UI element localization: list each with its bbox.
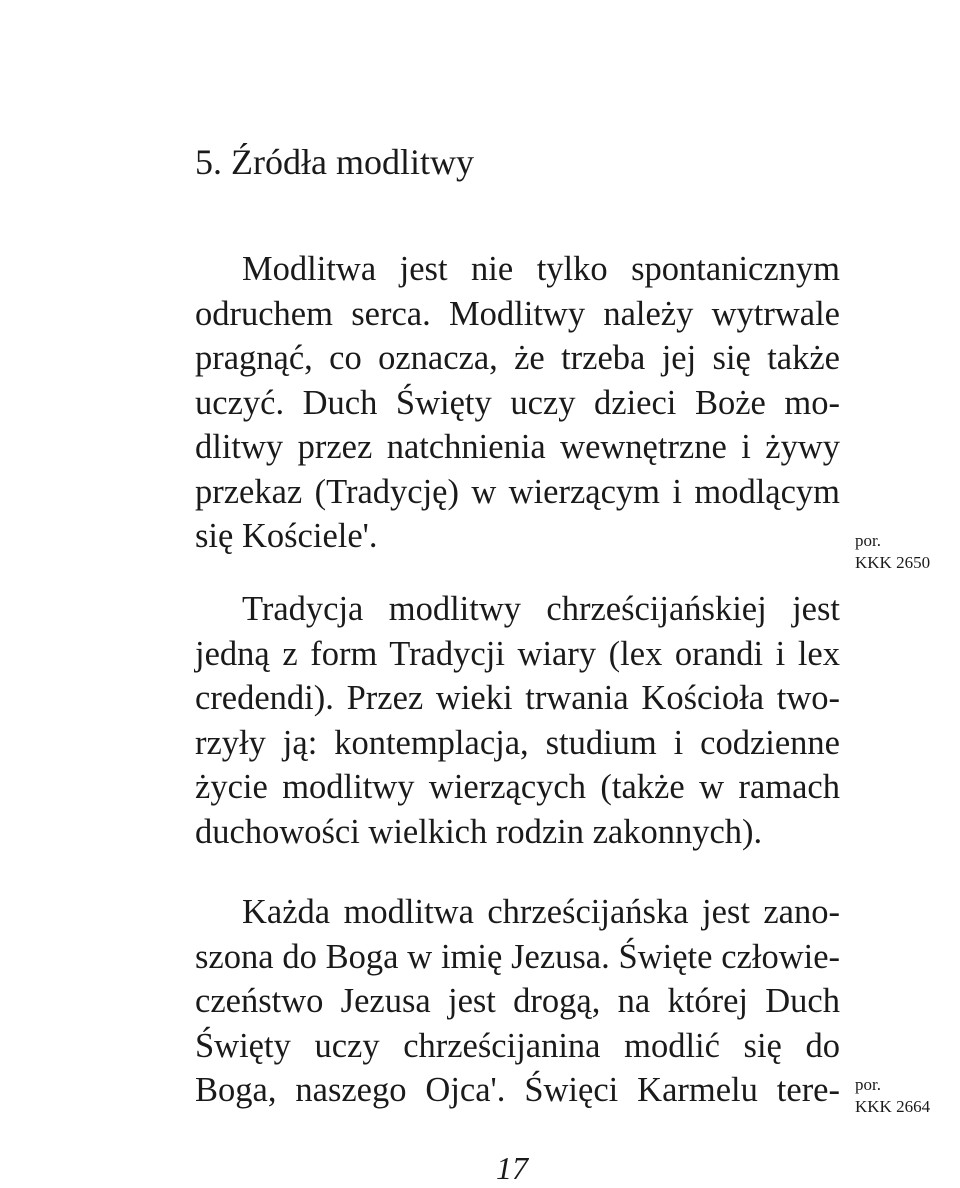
margin-reference-prefix: por. bbox=[855, 1075, 881, 1094]
paragraph-line: jedną z form Tradycji wiary (lex orandi i lex bbox=[195, 634, 840, 673]
paragraph-line: odruchem serca. Modlitwy należy wytrwale bbox=[195, 294, 840, 333]
paragraph-line: credendi). Przez wieki trwania Kościoła two- bbox=[195, 679, 840, 717]
paragraph-3 bbox=[195, 890, 840, 1113]
paragraph-line: Każda modlitwa chrześcijańska jest zano- bbox=[242, 893, 840, 931]
paragraph-line: czeństwo Jezusa jest drogą, na której Duch bbox=[195, 982, 840, 1020]
paragraph-line: dlitwy przez natchnienia wewnętrzne i żywy bbox=[195, 428, 840, 466]
paragraph-line: Tradycja modlitwy chrześcijańskiej jest bbox=[242, 590, 840, 628]
margin-reference-kkk-2664 bbox=[855, 1074, 930, 1118]
margin-reference-prefix: por. bbox=[855, 531, 881, 550]
paragraph-2 bbox=[195, 587, 840, 854]
paragraph-line: Boga, naszego Ojca'. Święci Karmelu tere- bbox=[195, 1071, 840, 1109]
margin-reference-code: KKK 2664 bbox=[855, 1097, 931, 1116]
paragraph-line: rzyły ją: kontemplacja, studium i codzienne bbox=[195, 723, 840, 762]
margin-reference-code: KKK 2650 bbox=[855, 553, 931, 572]
paragraph-line: Modlitwa jest nie tylko spontanicznym bbox=[242, 250, 840, 288]
paragraph-line: przekaz (Tradycję) w wierzącym i modlącym bbox=[195, 472, 840, 511]
page-number: 17 bbox=[496, 1150, 528, 1186]
paragraph-line: szona do Boga w imię Jezusa. Święte człowie- bbox=[195, 937, 840, 976]
paragraph-line: uczyć. Duch Święty uczy dzieci Boże mo- bbox=[195, 383, 840, 422]
paragraph-line: życie modlitwy wierzących (także w ramach bbox=[195, 768, 840, 806]
paragraph-1 bbox=[195, 247, 840, 559]
paragraph-line: się Kościele'. bbox=[195, 517, 378, 555]
section-heading: 5. Źródła modlitwy bbox=[195, 142, 474, 182]
paragraph-line: Święty uczy chrześcijanina modlić się do bbox=[195, 1026, 840, 1065]
paragraph-line: duchowości wielkich rodzin zakonnych). bbox=[195, 812, 763, 851]
paragraph-line: pragnąć, co oznacza, że trzeba jej się także bbox=[195, 339, 840, 377]
margin-reference-kkk-2650 bbox=[855, 530, 930, 574]
